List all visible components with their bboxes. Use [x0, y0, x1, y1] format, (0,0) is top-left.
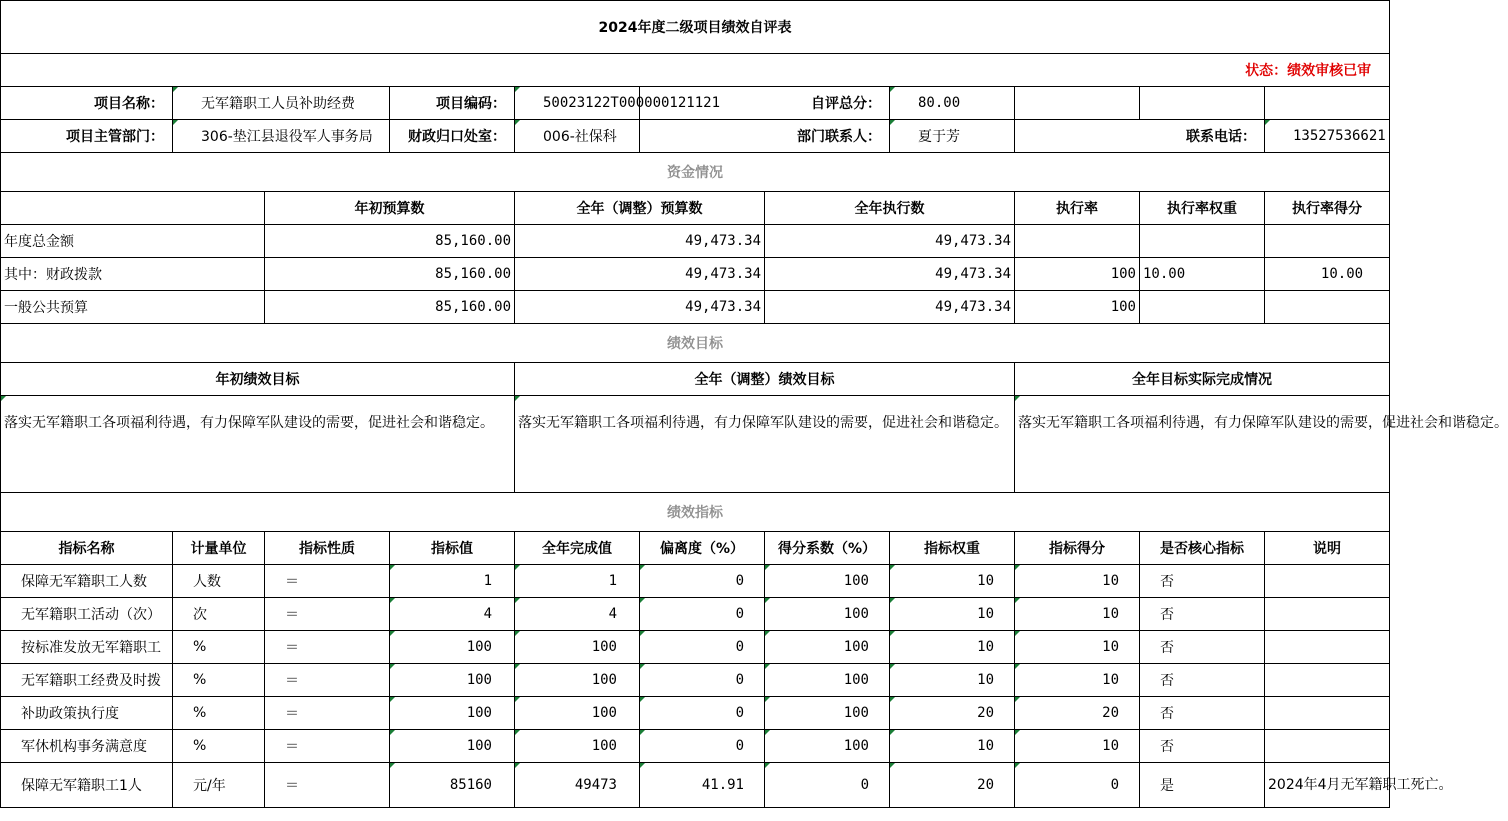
indicator-cell[interactable]: 否 — [1140, 631, 1265, 664]
indicator-cell[interactable]: 0 — [640, 598, 765, 631]
indicator-header: 计量单位 — [173, 532, 265, 565]
goal-adjusted[interactable]: 落实无军籍职工各项福利待遇，有力保障军队建设的需要，促进社会和谐稳定。 — [515, 396, 1015, 493]
indicator-cell[interactable]: 元/年 — [173, 763, 265, 808]
indicator-header: 指标得分 — [1015, 532, 1140, 565]
indicator-cell[interactable]: 4 — [390, 598, 515, 631]
indicator-cell[interactable]: 10 — [1015, 565, 1140, 598]
indicator-cell[interactable]: 0 — [640, 664, 765, 697]
indicator-header: 偏离度（%） — [640, 532, 765, 565]
funds-header — [1, 192, 265, 225]
funds-cell: 其中：财政拨款 — [1, 258, 265, 291]
indicator-cell[interactable]: 否 — [1140, 664, 1265, 697]
indicator-cell[interactable]: 0 — [1015, 763, 1140, 808]
funds-header: 执行率得分 — [1265, 192, 1390, 225]
indicator-cell: 无军籍职工经费及时拨 — [1, 664, 173, 697]
dept-label: 项目主管部门： — [1, 120, 173, 153]
funds-cell[interactable]: 49,473.34 — [765, 258, 1015, 291]
indicators-section-title: 绩效指标 — [1, 493, 1390, 532]
indicator-cell[interactable]: ＝ — [265, 697, 390, 730]
goals-row — [1, 396, 1390, 493]
dept-value[interactable]: 306-垫江县退役军人事务局 — [173, 120, 390, 153]
funds-cell[interactable]: 85,160.00 — [265, 258, 515, 291]
indicator-cell: 保障无军籍职工1人 — [1, 763, 173, 808]
goal-actual[interactable]: 落实无军籍职工各项福利待遇，有力保障军队建设的需要，促进社会和谐稳定。 — [1015, 396, 1390, 493]
indicator-cell[interactable]: 否 — [1140, 598, 1265, 631]
contact-label: 部门联系人： — [640, 120, 890, 153]
funds-cell[interactable] — [1265, 291, 1390, 324]
indicator-cell[interactable]: 0 — [640, 565, 765, 598]
indicator-cell[interactable]: 100 — [390, 664, 515, 697]
indicator-body — [1, 565, 1453, 808]
indicator-cell[interactable]: 0 — [765, 763, 890, 808]
indicator-cell[interactable]: ＝ — [265, 763, 390, 808]
indicator-cell[interactable]: 10 — [1015, 631, 1140, 664]
funds-cell[interactable]: 10.00 — [1265, 258, 1390, 291]
indicator-cell[interactable]: 100 — [765, 730, 890, 763]
funds-cell[interactable]: 49,473.34 — [515, 291, 765, 324]
indicator-cell: 无军籍职工活动（次） — [1, 598, 173, 631]
goals-header: 年初绩效目标 — [1, 363, 515, 396]
indicator-cell[interactable]: 0 — [640, 697, 765, 730]
indicator-cell[interactable]: 2024年4月无军籍职工死亡。 — [1265, 763, 1390, 808]
indicator-cell[interactable]: 否 — [1140, 565, 1265, 598]
project-name-value[interactable]: 无军籍职工人员补助经费 — [173, 87, 390, 120]
indicator-cell[interactable]: 否 — [1140, 697, 1265, 730]
funds-section-title: 资金情况 — [1, 153, 1390, 192]
funds-header: 全年（调整）预算数 — [515, 192, 765, 225]
phone-label: 联系电话： — [1015, 120, 1265, 153]
indicator-cell[interactable]: 10 — [890, 730, 1015, 763]
indicator-cell[interactable]: 是 — [1140, 763, 1265, 808]
blank-cell[interactable] — [1265, 87, 1390, 120]
indicator-cell[interactable]: 0 — [640, 730, 765, 763]
indicator-cell[interactable]: 49473 — [515, 763, 640, 808]
indicator-cell[interactable]: 100 — [765, 631, 890, 664]
indicator-cell[interactable]: % — [173, 631, 265, 664]
indicator-cell[interactable]: 100 — [390, 730, 515, 763]
funds-cell[interactable]: 100 — [1015, 258, 1140, 291]
indicator-cell[interactable]: ＝ — [265, 598, 390, 631]
indicator-header: 全年完成值 — [515, 532, 640, 565]
goals-section-title: 绩效目标 — [1, 324, 1390, 363]
indicator-cell[interactable]: 10 — [1015, 730, 1140, 763]
indicator-cell: 军休机构事务满意度 — [1, 730, 173, 763]
indicator-cell: 补助政策执行度 — [1, 697, 173, 730]
funds-row — [1, 258, 1390, 291]
indicator-row — [1, 664, 1390, 697]
project-name-label: 项目名称： — [1, 87, 173, 120]
indicator-cell[interactable]: % — [173, 730, 265, 763]
indicator-header: 说明 — [1265, 532, 1390, 565]
indicator-cell[interactable]: 100 — [765, 598, 890, 631]
goal-initial[interactable]: 落实无军籍职工各项福利待遇，有力保障军队建设的需要，促进社会和谐稳定。 — [1, 396, 515, 493]
indicator-cell[interactable]: ＝ — [265, 565, 390, 598]
indicator-cell[interactable] — [1265, 664, 1390, 697]
info-row-2 — [1, 120, 1390, 153]
indicator-header: 是否核心指标 — [1140, 532, 1265, 565]
finance-label: 财政归口处室： — [390, 120, 515, 153]
indicator-header: 指标性质 — [265, 532, 390, 565]
status-badge: 状态：绩效审核已审 — [1, 54, 1390, 87]
indicator-header: 得分系数（%） — [765, 532, 890, 565]
funds-header: 执行率权重 — [1140, 192, 1265, 225]
funds-cell[interactable]: 85,160.00 — [265, 291, 515, 324]
phone-value[interactable]: 13527536621 — [1265, 120, 1390, 153]
indicator-cell[interactable]: 10 — [890, 565, 1015, 598]
indicator-cell[interactable]: 10 — [1015, 598, 1140, 631]
indicator-cell[interactable]: 100 — [390, 631, 515, 664]
funds-cell: 年度总金额 — [1, 225, 265, 258]
funds-row — [1, 225, 1390, 258]
indicator-cell[interactable]: 否 — [1140, 730, 1265, 763]
indicator-cell[interactable] — [1265, 697, 1390, 730]
goals-header-row — [1, 363, 1390, 396]
indicator-header: 指标名称 — [1, 532, 173, 565]
funds-cell: 一般公共预算 — [1, 291, 265, 324]
indicator-cell[interactable]: ＝ — [265, 730, 390, 763]
indicator-cell[interactable]: 1 — [390, 565, 515, 598]
funds-cell[interactable]: 85,160.00 — [265, 225, 515, 258]
indicator-cell[interactable] — [1265, 631, 1390, 664]
indicator-cell[interactable] — [1265, 598, 1390, 631]
indicator-cell: 按标准发放无军籍职工 — [1, 631, 173, 664]
indicator-cell[interactable]: ＝ — [265, 631, 390, 664]
funds-cell[interactable] — [1015, 225, 1140, 258]
indicator-header: 指标权重 — [890, 532, 1015, 565]
indicator-cell[interactable]: % — [173, 664, 265, 697]
funds-cell[interactable]: 49,473.34 — [515, 225, 765, 258]
indicator-row — [1, 565, 1390, 598]
indicator-cell[interactable]: 10 — [1015, 664, 1140, 697]
indicator-row — [1, 730, 1390, 763]
indicator-cell[interactable]: 100 — [515, 631, 640, 664]
indicator-cell[interactable]: 100 — [765, 664, 890, 697]
indicator-cell: 保障无军籍职工人数 — [1, 565, 173, 598]
funds-cell[interactable] — [1140, 291, 1265, 324]
indicator-cell[interactable] — [1265, 730, 1390, 763]
indicator-row — [1, 763, 1390, 808]
indicator-cell[interactable]: 100 — [515, 664, 640, 697]
indicator-cell[interactable]: 10 — [890, 631, 1015, 664]
project-code-label: 项目编码： — [390, 87, 515, 120]
funds-header: 全年执行数 — [765, 192, 1015, 225]
funds-header: 执行率 — [1015, 192, 1140, 225]
indicator-cell[interactable]: 10 — [890, 664, 1015, 697]
funds-cell[interactable]: 49,473.34 — [765, 291, 1015, 324]
indicator-row — [1, 631, 1390, 664]
funds-cell[interactable]: 10.00 — [1140, 258, 1265, 291]
indicator-cell[interactable]: 20 — [890, 697, 1015, 730]
indicator-cell[interactable]: 人数 — [173, 565, 265, 598]
indicator-cell[interactable]: 1 — [515, 565, 640, 598]
funds-header: 年初预算数 — [265, 192, 515, 225]
indicator-cell[interactable]: 41.91 — [640, 763, 765, 808]
contact-value[interactable]: 夏于芳 — [890, 120, 1015, 153]
funds-header-row — [1, 192, 1390, 225]
funds-cell[interactable] — [1265, 225, 1390, 258]
indicator-row — [1, 697, 1390, 730]
blank-cell[interactable] — [1140, 87, 1265, 120]
indicator-cell[interactable]: 20 — [1015, 697, 1140, 730]
indicator-cell[interactable]: 0 — [640, 631, 765, 664]
goals-header: 全年（调整）绩效目标 — [515, 363, 1015, 396]
info-row-1 — [1, 87, 1390, 120]
page-title: 2024年度二级项目绩效自评表 — [1, 1, 1390, 54]
total-score-label: 自评总分： — [640, 87, 890, 120]
indicator-cell[interactable]: 4 — [515, 598, 640, 631]
indicator-cell[interactable]: 100 — [765, 565, 890, 598]
funds-cell[interactable]: 100 — [1015, 291, 1140, 324]
indicator-cell[interactable]: 次 — [173, 598, 265, 631]
blank-cell[interactable] — [1015, 87, 1140, 120]
indicator-cell[interactable]: 100 — [515, 730, 640, 763]
indicators-header-row — [1, 532, 1390, 565]
indicator-cell[interactable]: 10 — [890, 598, 1015, 631]
indicator-header: 指标值 — [390, 532, 515, 565]
total-score-value[interactable]: 80.00 — [890, 87, 1015, 120]
funds-row — [1, 291, 1390, 324]
indicator-row — [1, 598, 1390, 631]
project-code-value[interactable]: 50023122T000000121121 — [515, 87, 640, 120]
indicator-cell[interactable] — [1265, 565, 1390, 598]
funds-cell[interactable]: 49,473.34 — [515, 258, 765, 291]
indicator-cell[interactable]: 20 — [890, 763, 1015, 808]
funds-cell[interactable] — [1140, 225, 1265, 258]
indicator-cell[interactable]: 100 — [765, 697, 890, 730]
funds-cell[interactable]: 49,473.34 — [765, 225, 1015, 258]
indicator-cell[interactable]: ＝ — [265, 664, 390, 697]
goals-header: 全年目标实际完成情况 — [1015, 363, 1390, 396]
indicator-cell[interactable]: 85160 — [390, 763, 515, 808]
indicator-cell[interactable]: % — [173, 697, 265, 730]
indicator-cell[interactable]: 100 — [515, 697, 640, 730]
finance-value[interactable]: 006-社保科 — [515, 120, 640, 153]
indicator-cell[interactable]: 100 — [390, 697, 515, 730]
